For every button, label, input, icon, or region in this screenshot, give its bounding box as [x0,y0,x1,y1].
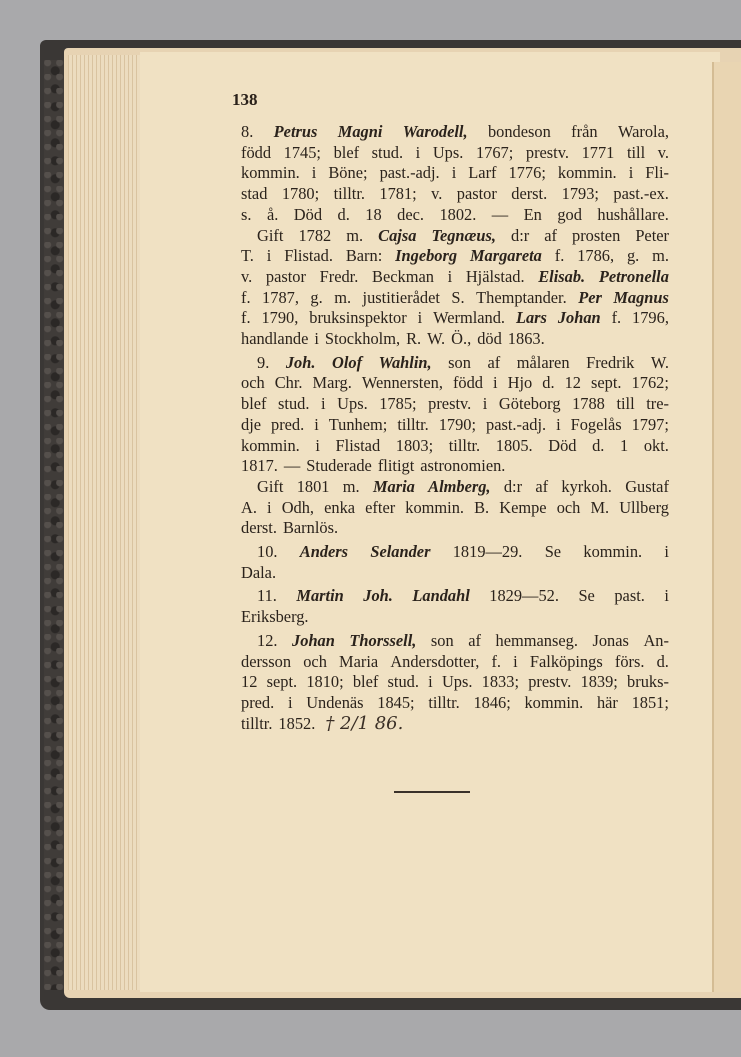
word: 1790; [438,414,477,434]
text-line [241,631,669,652]
word: Wermland. [433,308,506,328]
page-number: 138 [232,90,258,109]
word: Andersdotter, [390,651,480,671]
word: past.-adj. [379,163,440,183]
word: 1776; [508,163,546,183]
word: Petronella [598,266,669,286]
word: 1801 [296,476,330,496]
word: d. [542,373,555,393]
word: Warodell, [402,122,468,141]
word: och [303,651,327,671]
word: s. [241,204,252,224]
page-text [241,122,669,734]
word: 1851; [631,692,669,712]
word: till [616,394,635,414]
word: d:r [503,476,523,496]
word: 1817. [241,456,278,476]
word: Magni [337,122,383,141]
word: Margareta [469,246,542,266]
word: prestv. [525,142,569,162]
word: stud. [387,672,419,692]
word: Se [578,586,595,606]
word: 1781; [379,184,417,204]
word: okt. [643,435,669,455]
text-line [241,542,669,563]
word: född [241,142,272,162]
word: A. [241,497,257,517]
text-line [241,122,669,143]
word: i [321,394,326,414]
word: m. [652,246,669,266]
word: Thorssell, [349,630,417,650]
text-line [241,373,669,394]
word: Warola, [617,122,669,141]
word: kommin. [405,497,465,517]
word: Lars [515,308,547,328]
word: af [468,630,481,650]
word: 12. [257,630,278,650]
word: m. [346,225,364,245]
word: kommin. [241,163,300,183]
word: pred. [241,692,275,712]
word: 1793; [561,184,599,204]
word: Ingeborg [395,246,458,266]
word: Fredrik [586,352,635,372]
word: Ups. [337,394,368,414]
word: v. [431,184,443,204]
word: bruksinspektor [309,308,407,328]
word: B. [474,497,490,517]
word: Larf [468,163,497,183]
word: flitigt [377,456,415,476]
word: och [556,497,581,517]
word: 1771 [581,142,615,162]
word: d. [337,204,350,224]
word: past. [614,586,645,606]
word: — [283,456,301,476]
word: till [626,142,646,162]
word: Petrus [273,122,318,141]
word: 1839; [580,672,618,692]
text-line [241,518,669,539]
word: Maria [372,476,415,496]
word: målaren [516,352,570,372]
text-line [241,456,669,477]
word: stad [241,184,268,204]
word: Magnus [613,287,669,307]
word: 1819—29. [452,542,523,562]
text-line [241,353,669,374]
word: Wahlin, [378,352,432,372]
text-line [241,329,669,350]
word: förs. [614,651,645,671]
word: dersson [241,651,292,671]
word: Johan [292,630,335,650]
text-line [241,288,669,309]
word: i [664,542,669,562]
word: Beckman [372,266,434,286]
word: 10. [257,542,278,562]
word: Anders [299,542,349,562]
word: här [596,692,618,712]
word: i [428,672,433,692]
word: 1787, [262,287,299,307]
word: M. [590,497,610,517]
word: Joh. [285,352,316,372]
word: i [451,163,457,183]
word: dec. [397,204,424,224]
word: af [544,225,557,245]
text-line [241,267,669,288]
word: Ups. [441,672,473,692]
text-line [241,652,669,673]
text-line [241,436,669,457]
word: Studerade [306,456,372,476]
page-edges [68,55,148,990]
word: Fogelås [570,414,622,434]
word: d. [592,435,605,455]
word: efter [365,497,396,517]
word: 1829—52. [489,586,559,606]
text-line [241,308,669,329]
word: å. [266,204,279,224]
word: 1833; [481,672,519,692]
word: 1786, [577,246,615,266]
word: son [430,630,454,650]
word: T. [241,246,254,266]
word: 1803; [395,435,434,455]
word: född [452,373,483,393]
word: kommin. [524,692,584,712]
word: 1845; [377,692,415,712]
word: Landahl [412,586,470,606]
word: i [311,163,317,183]
word: tilltr. [397,414,429,434]
word: Themptander. [476,287,567,307]
word: kyrkoh. [561,476,612,496]
word: i [556,414,561,434]
word: i [314,329,319,349]
word: f. [554,246,565,266]
text-line [241,714,669,735]
word: Marg. [312,373,352,393]
word: 1797; [631,414,669,434]
word: blef [352,672,379,692]
text-line [241,607,669,628]
text-line [241,226,669,247]
text-line [241,246,669,267]
word: Undenäs [306,692,364,712]
text-line [241,394,669,415]
word: sept. [266,672,298,692]
word: 1810; [306,672,344,692]
word: Ullberg [619,497,669,517]
word: 18 [365,204,382,224]
word: Barn: [345,246,383,266]
word: bondeson [487,122,551,141]
word: Kempe [499,497,547,517]
section-rule [394,791,470,793]
word: från [571,122,598,141]
word: f. [241,308,251,328]
word: i [315,435,320,455]
word: 1780; [281,184,320,204]
word: pastor [456,184,497,204]
word: tilltr. [428,692,460,712]
word: i [287,692,293,712]
word: 1863. [507,329,545,349]
word: Olof [332,352,363,372]
word: enka [324,497,356,517]
text-line [241,672,669,693]
word: stud. [278,394,310,414]
word: Ö., [451,329,472,349]
text-line [241,415,669,436]
word: Barnlös. [282,518,339,538]
word: justitierådet [362,287,440,307]
text-line [241,184,669,205]
word: 1788 [572,394,605,414]
word: kommin. [241,435,300,455]
word: 1802. [439,204,477,224]
word: S. [451,287,465,307]
word: Hjälstad. [465,266,525,286]
word: tilltr. [333,184,365,204]
word: i [482,394,488,414]
word: Gustaf [625,476,669,496]
word: — [491,204,509,224]
word: 1796, [632,308,669,328]
word: 1785; [379,394,417,414]
word: Se [544,542,562,562]
word: Gift [257,225,284,245]
word: Wennersten, [361,373,443,393]
word: prosten [572,225,621,245]
word: Elisab. [538,266,586,286]
word: m. [342,476,360,496]
word: i [628,163,634,183]
word: god [557,204,582,224]
word: Fredr. [319,266,359,286]
word: 8. [241,122,254,141]
word: Per [578,287,602,307]
word: i [267,497,272,517]
word: 1 [620,435,629,455]
word: derst. [511,184,548,204]
text-line [241,477,669,498]
word: v. [657,142,669,162]
word: Ups. [432,142,464,162]
word: R. [406,329,422,349]
word: tre- [646,394,669,414]
word: prestv. [428,394,472,414]
word: f. [611,308,622,328]
text-line [241,143,669,164]
word: Maria [339,651,379,671]
word: W. [427,329,446,349]
text-line [241,498,669,519]
word: af [487,352,501,372]
word: Selander [370,542,431,562]
facing-page-edge [712,62,741,992]
word: tilltr. [448,435,481,455]
word: handlande [241,329,309,349]
word: 1782 [298,225,332,245]
word: i [266,246,272,266]
word: 1790, [261,308,299,328]
word: v. [241,266,253,286]
word: 1762; [631,373,669,393]
word: 1767; [475,142,514,162]
word: astronomien. [420,456,506,476]
word: f. [241,287,251,307]
word: bruks- [627,672,669,692]
text-line [241,163,669,184]
word: Göteborg [498,394,561,414]
word: 1745; [283,142,321,162]
word: och [241,373,265,393]
handwritten-note: † 2/1 86. [325,712,404,734]
word: Eriksberg. [241,607,309,627]
word: Tunhem; [328,414,388,434]
word: Gift [257,476,284,496]
word: m. [334,287,352,307]
word: i [664,586,669,606]
word: 11. [257,586,277,606]
word: past.-ex. [613,184,669,204]
word: Jonas [592,630,629,650]
word: Flistad. [284,246,333,266]
word: pastor [265,266,306,286]
word: past.-adj. [486,414,547,434]
word: son [448,352,471,372]
word: f. [491,651,502,671]
word: Chr. [274,373,303,393]
word: pred. [271,414,305,434]
word: prestv. [528,672,572,692]
word: g. [310,287,323,307]
word: hemmanseg. [495,630,578,650]
word: derst. [241,518,277,538]
word: i [493,373,498,393]
word: d. [656,651,669,671]
word: i [513,651,518,671]
word: 12 [564,373,581,393]
word: sept. [591,373,622,393]
text-line [241,563,669,584]
word: tilltr. [241,713,273,733]
word: i [415,142,421,162]
text-line [241,693,669,714]
word: Hjo [507,373,533,393]
word: Falköpings [529,651,603,671]
word: kommin. [583,542,643,562]
word: Stockholm, [324,329,401,349]
word: Joh. [363,586,393,606]
word: 12 [241,672,258,692]
word: W. [650,352,669,372]
word: hushållare. [597,204,669,224]
word: Fli- [645,163,669,183]
word: kommin. [557,163,617,183]
word: 1852. [278,713,316,733]
word: 1805. [495,435,533,455]
word: d:r [511,225,530,245]
word: död [477,329,502,349]
word: Peter [635,225,669,245]
word: Dala. [241,562,277,582]
word: stud. [371,142,404,162]
word: Flistad [335,435,381,455]
word: Död [293,204,323,224]
word: blef [241,394,267,414]
word: i [417,308,423,328]
text-line [241,205,669,226]
word: i [447,266,453,286]
word: g. [626,246,640,266]
word: 1846; [473,692,511,712]
word: Böne; [328,163,368,183]
word: i [314,414,319,434]
text-line [241,586,669,607]
word: Tegnæus, [431,225,496,245]
word: Odh, [281,497,315,517]
word: dje [241,414,262,434]
word: 9. [257,352,270,372]
word: Martin [296,586,344,606]
word: En [523,204,542,224]
word: blef [333,142,360,162]
word: Johan [557,308,601,328]
word: Cajsa [378,225,417,245]
word: af [535,476,549,496]
word: An- [643,630,669,650]
word: Död [548,435,577,455]
word: Almberg, [428,476,491,496]
